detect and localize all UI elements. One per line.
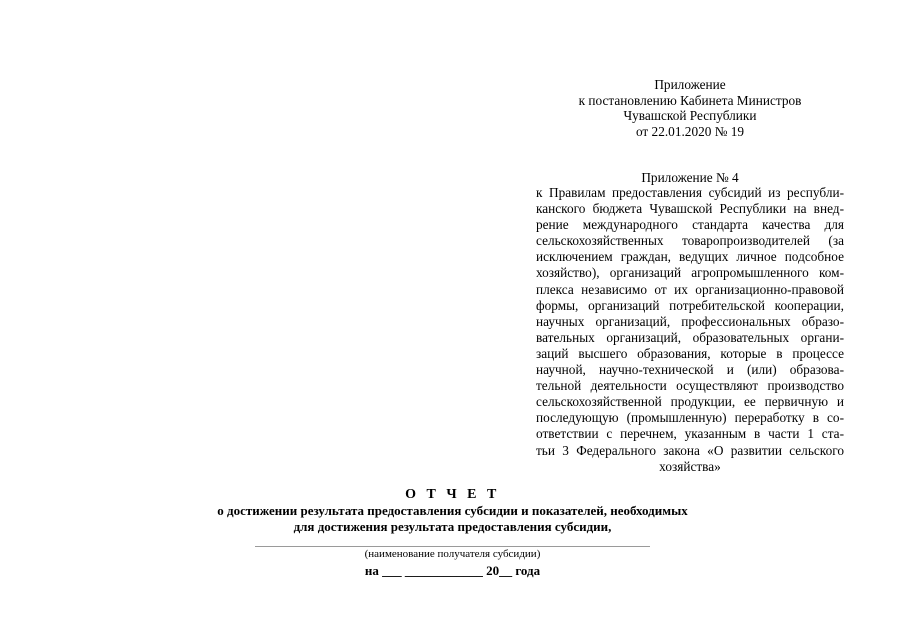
recipient-name-line	[255, 546, 650, 547]
approval-line: Чувашской Республики	[623, 108, 757, 123]
appendix-line: формы, организаций потребительской кооперации,	[536, 297, 844, 313]
appendix-line: сельскохозяйственной продукции, ее первичную и	[536, 394, 844, 410]
appendix-line: вательных организаций, образовательных органи-	[536, 329, 844, 345]
appendix-line: сельскохозяйственных товаропроизводителей (за	[536, 233, 844, 249]
approval-stamp	[535, 77, 845, 139]
report-subtitle-line: для достижения результата предоставления субсидии,	[293, 518, 612, 534]
approval-line: к постановлению Кабинета Министров	[578, 92, 802, 108]
report-subtitle	[150, 503, 755, 534]
appendix-title: Приложение № 4	[641, 170, 739, 185]
approval-line: от 22.01.2020 № 19	[635, 123, 745, 139]
appendix-line: исключением граждан, ведущих личное подсобное	[536, 249, 844, 265]
appendix-line: хозяйство), организаций агропромышленного ком-	[536, 265, 844, 281]
approval-line: Приложение	[654, 77, 726, 92]
appendix-line: научных организаций, профессиональных образо-	[536, 313, 844, 329]
appendix-line: к Правилам предоставления субсидий из республи-	[536, 185, 844, 200]
appendix-text	[536, 185, 844, 475]
appendix-line: ответствии с перечнем, указанным в части 1 ста-	[536, 426, 844, 442]
appendix-line: последующую (промышленную) переработку в со-	[536, 410, 844, 426]
appendix-line: тьи 3 Федерального закона «О развитии сельского	[536, 442, 844, 458]
report-date-line: на ___ ____________ 20__ года	[364, 563, 541, 578]
appendix-line: плекса независимо от их организационно-правовой	[536, 281, 844, 297]
recipient-caption: (наименование получателя субсидии)	[364, 548, 541, 560]
appendix-line: научной, научно-технической и (или) образова-	[536, 362, 844, 378]
report-title: О Т Ч Е Т	[405, 487, 500, 502]
appendix-line: тельной деятельности осуществляют производство	[536, 378, 844, 394]
appendix-line: канского бюджета Чувашской Республики на внед-	[536, 201, 844, 217]
appendix-line: заций высшего образования, которые в процессе	[536, 345, 844, 361]
appendix-line: хозяйства»	[659, 458, 721, 474]
report-subtitle-line: о достижении результата предоставления субсидии и показателей, необходимых	[217, 503, 688, 518]
appendix-line: рение международного стандарта качества для	[536, 217, 844, 233]
